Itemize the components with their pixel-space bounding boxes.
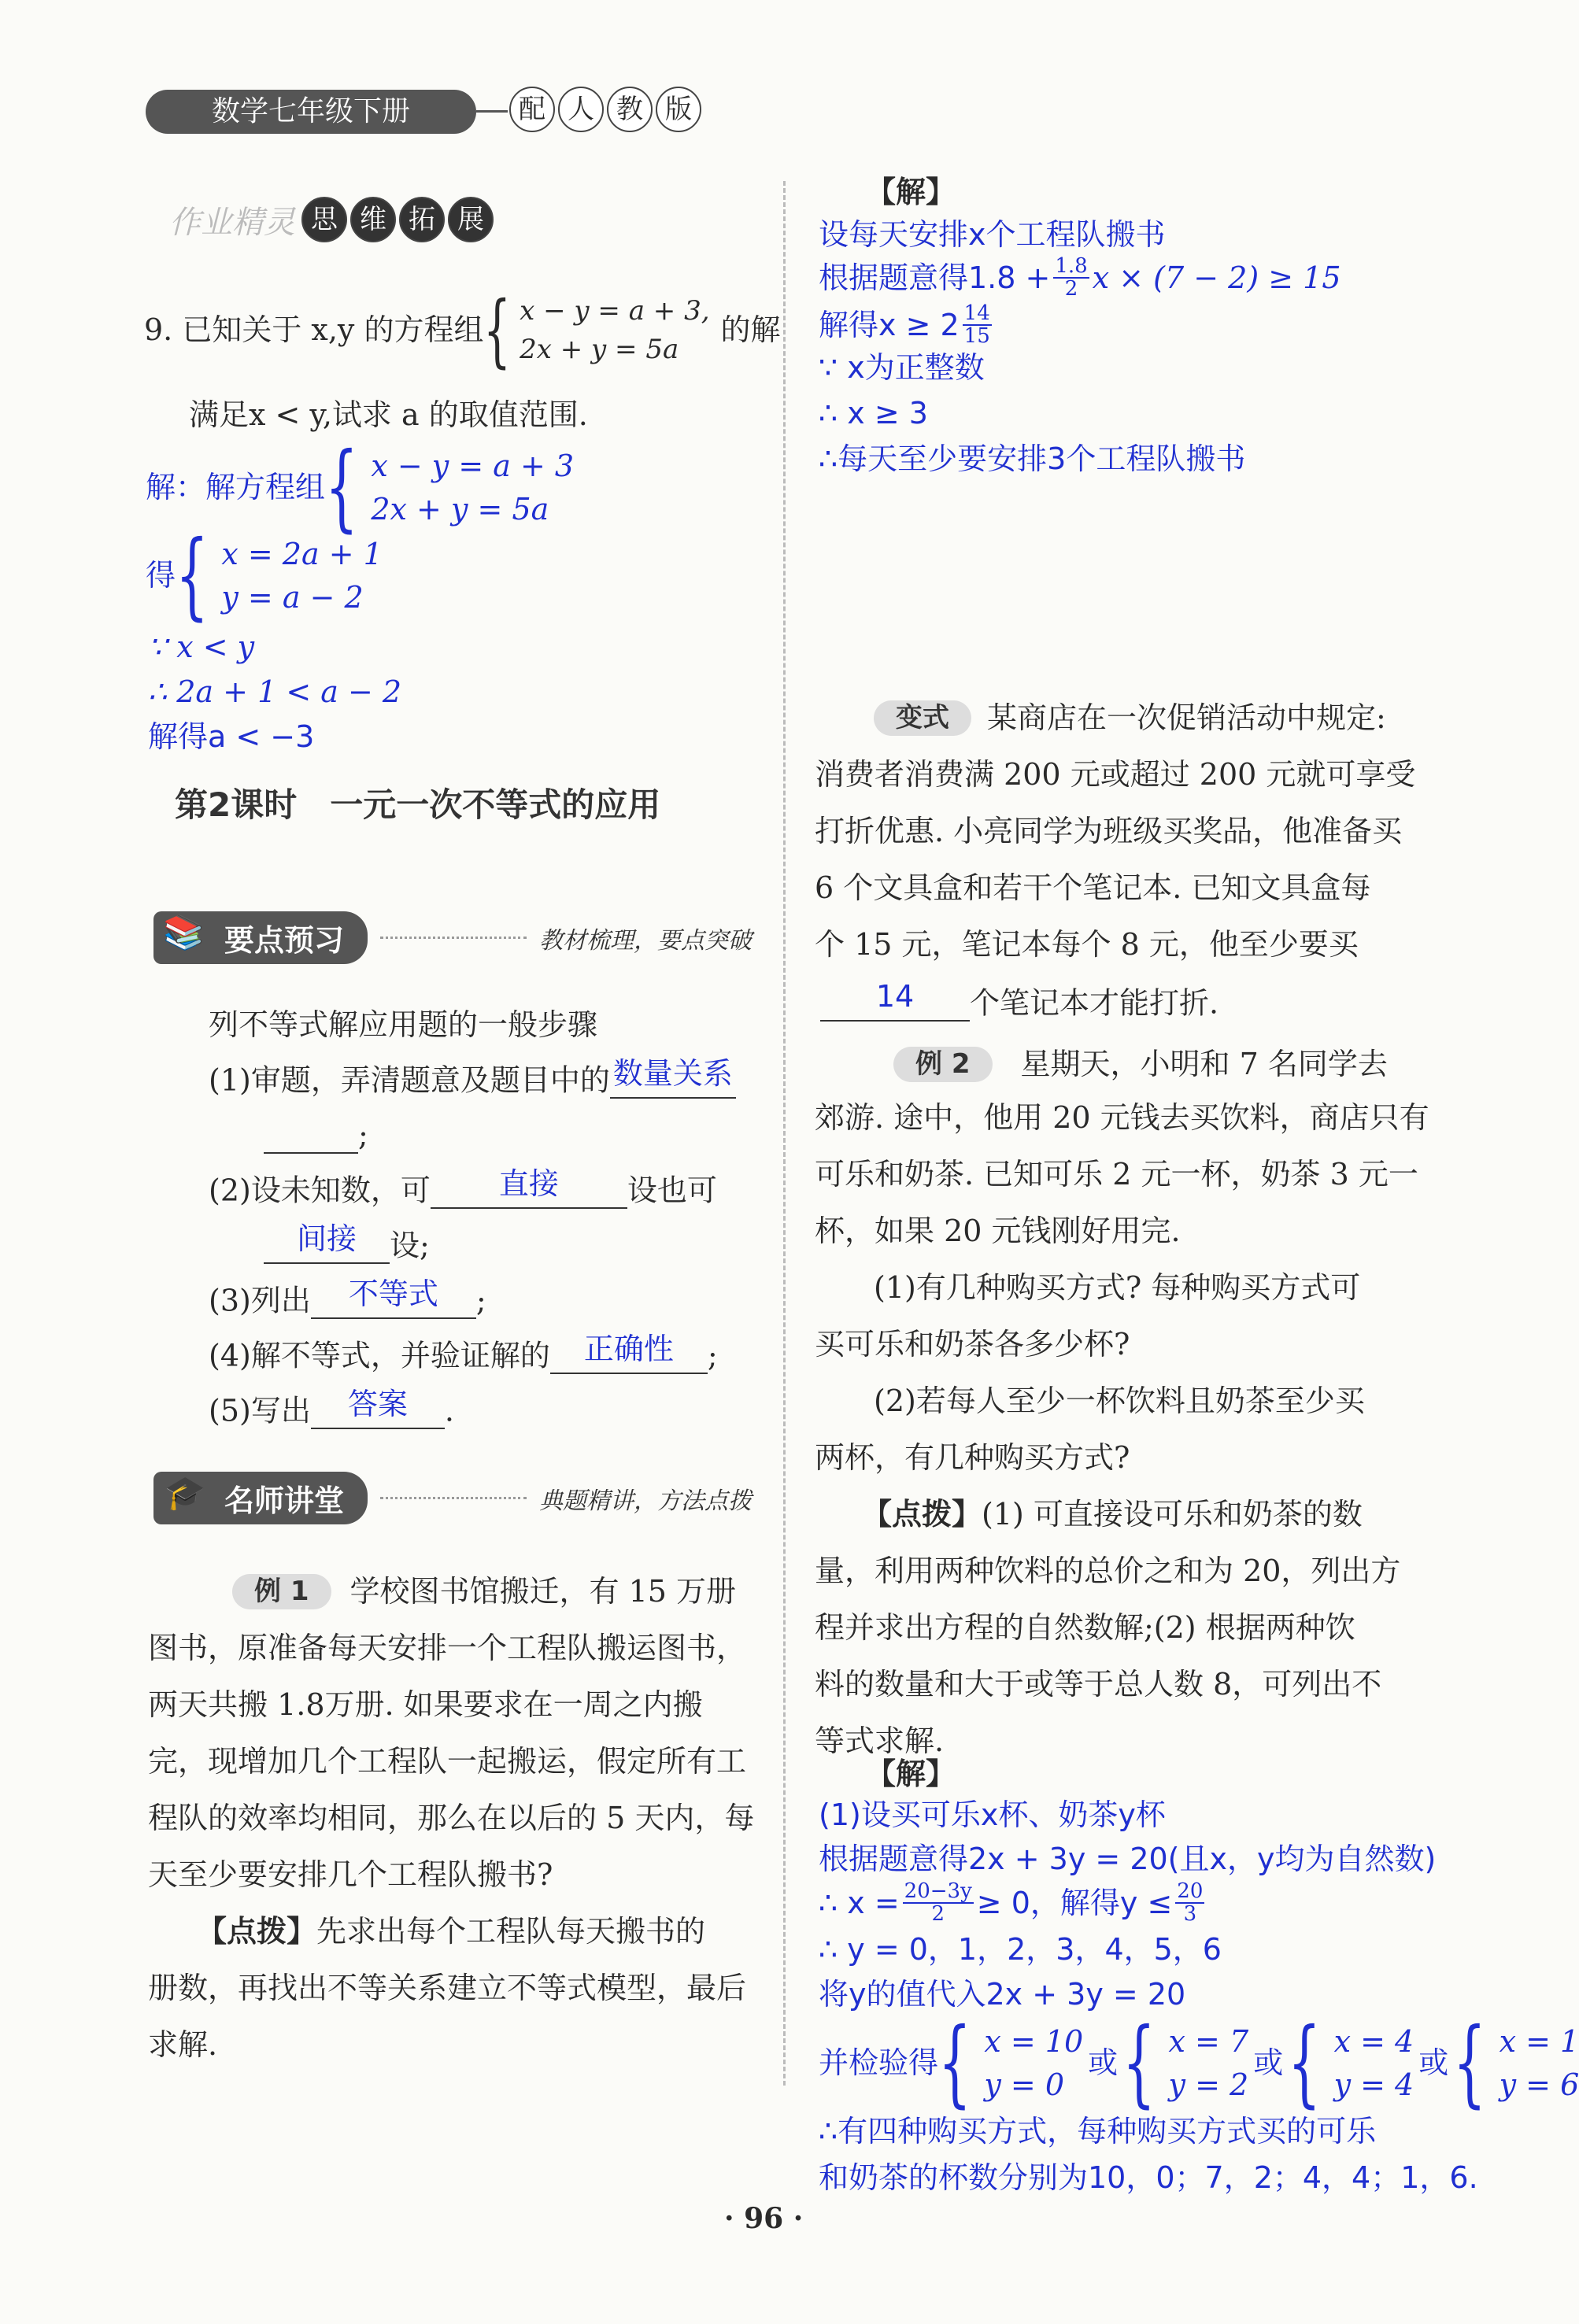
system-brace: { — [938, 2008, 972, 2118]
ex2-sol-label: 【解】 — [866, 1757, 956, 1791]
ex1-line: 两天共搬 1.8万册. 如果要求在一周之内搬 — [148, 1687, 703, 1722]
edition-char: 配 — [509, 87, 555, 132]
step-text: . — [444, 1393, 454, 1428]
math-text: ≥ 0，解得y ≤ — [976, 1885, 1173, 1920]
ex2-q2: (2)若每人至少一杯饮料且奶茶至少买 — [874, 1384, 1365, 1418]
step-text: ; — [707, 1338, 718, 1373]
q9-res-line: x = 2a + 1 — [221, 536, 383, 571]
ex2-line: 郊游. 途中，他用 20 元钱去买饮料，商店只有 — [815, 1100, 1429, 1135]
preview-step-1-cont — [264, 1118, 368, 1154]
or-text: 或 — [1253, 2045, 1284, 2081]
variant-text: 某商店在一次促销活动中规定: — [987, 700, 1386, 735]
denominator: 15 — [963, 324, 990, 349]
ex2-q2: 两杯，有几种购买方式? — [815, 1440, 1130, 1475]
answer-text: 不等式 — [348, 1277, 438, 1312]
ex2-sol-line: ∴ y = 0，1，2，3，4，5，6 — [819, 1932, 1222, 1967]
ex1-line: 图书，原准备每天安排一个工程队搬运图书， — [148, 1631, 747, 1665]
fraction — [903, 1881, 974, 1926]
ex1-sol-line — [819, 303, 995, 348]
book-title: 数学七年级下册 — [146, 90, 476, 134]
ex1-hint-line: 册数，再找出不等关系建立不等式模型，最后 — [148, 1971, 747, 2005]
graduation-cap-icon: 🎓 — [165, 1473, 206, 1512]
math-text: 根据题意得1.8 + — [819, 260, 1051, 295]
watermark-logo: 作业精灵 — [169, 204, 295, 241]
q9-sol-label: 解：解方程组 — [146, 470, 326, 505]
ex2-line: 杯，如果 20 元钱刚好用完. — [815, 1214, 1181, 1248]
variant-line — [874, 700, 1386, 737]
answer-text: 正确性 — [583, 1332, 674, 1367]
solution-pair — [1169, 2020, 1249, 2107]
badge-char: 思 — [301, 197, 347, 242]
q9-step: ∵ x < y — [148, 630, 255, 664]
column-divider — [783, 181, 786, 2086]
q9-res-line: y = a − 2 — [221, 580, 364, 615]
ex1-text: 学校图书馆搬迁，有 15 万册 — [349, 1574, 737, 1609]
system-brace: { — [1122, 2008, 1156, 2118]
q9-get: 得 — [146, 558, 176, 593]
q9-step: 解得a < −3 — [148, 719, 315, 754]
preview-step-5 — [209, 1387, 454, 1429]
variant-text: 个笔记本才能打折. — [970, 985, 1219, 1021]
ex2-sol-line — [819, 1881, 1207, 1926]
q9-line2: 满足x < y,试求 a 的取值范围. — [189, 397, 588, 432]
q9-solution-head — [146, 433, 575, 542]
ex2-sol-line: 根据题意得2x + 3y = 20(且x，y均为自然数) — [819, 1842, 1437, 1876]
q9-sol-sys-line: x − y = a + 3 — [371, 448, 575, 483]
ex1-sol-line: 设每天安排x个工程队搬书 — [819, 217, 1166, 252]
pair-line: y = 4 — [1333, 2067, 1414, 2102]
q9-res-system — [221, 533, 382, 619]
q9-sol-sys-line: 2x + y = 5a — [371, 492, 549, 527]
variant-line: 打折优惠. 小亮同学为班级买奖品，他准备买 — [815, 814, 1403, 848]
q9-sys-line: 2x + y = 5a — [520, 334, 679, 365]
q9-brace: { — [483, 284, 512, 376]
denominator: 2 — [931, 1902, 945, 1927]
ex2-line — [893, 1047, 1388, 1083]
ex1-sol-label: 【解】 — [866, 175, 956, 209]
denominator: 2 — [1064, 277, 1078, 301]
fraction — [1053, 256, 1089, 301]
q9-suffix: 的解 — [720, 312, 781, 348]
denominator: 3 — [1183, 1902, 1197, 1927]
math-text: 解得x ≥ 2 — [819, 307, 960, 342]
math-text: x × (7 − 2) ≥ 15 — [1092, 260, 1341, 295]
answer-text: 答案 — [347, 1387, 408, 1422]
math-text: 并检验得 — [819, 2045, 939, 2081]
ex2-sol-line: ∴有四种购买方式，每种购买方式买的可乐 — [819, 2114, 1377, 2148]
step-text: 设也可 — [627, 1173, 717, 1208]
think-section-header — [169, 197, 497, 242]
step-text: (1)审题，弄清题意及题目中的 — [209, 1062, 610, 1098]
pair-line: x = 4 — [1333, 2023, 1414, 2059]
ex1-sol-line: ∵ x为正整数 — [819, 350, 985, 385]
edition-char: 人 — [558, 87, 604, 132]
fraction — [963, 303, 992, 348]
page-number: · 96 · — [724, 2202, 804, 2235]
teacher-badge — [153, 1472, 368, 1524]
ex2-hint — [862, 1497, 1363, 1533]
preview-step-1 — [209, 1056, 736, 1099]
preview-step-2-cont — [264, 1221, 430, 1264]
answer-blank — [311, 1277, 476, 1319]
ex2-hint-line: 等式求解. — [815, 1724, 945, 1758]
step-text: ; — [475, 1283, 486, 1318]
ex1-hint — [197, 1914, 705, 1950]
badge-char: 展 — [448, 197, 494, 242]
preview-subtitle: 教材梳理，要点突破 — [539, 926, 752, 955]
variant-line: 个 15 元，笔记本每个 8 元，他至少要买 — [815, 927, 1359, 962]
step-text: (2)设未知数，可 — [209, 1173, 431, 1208]
answer-text: 直接 — [498, 1166, 559, 1202]
answer-text: 间接 — [296, 1221, 357, 1257]
step-text: ; — [358, 1118, 368, 1152]
answer-text: 14 — [875, 979, 915, 1014]
ex1-sol-line — [819, 256, 1341, 301]
ex1-label: 例 1 — [232, 1574, 331, 1609]
answer-blank — [431, 1166, 627, 1209]
ex2-sol-line: 将y的值代入2x + 3y = 20 — [819, 1977, 1186, 2012]
ex2-sol-systems — [819, 2008, 1579, 2118]
ex1-sol-line: ∴ x ≥ 3 — [819, 396, 928, 430]
badge-char: 拓 — [399, 197, 445, 242]
preview-step-3 — [209, 1277, 486, 1319]
fraction — [1175, 1881, 1204, 1926]
preview-badge-label: 要点预习 — [224, 923, 345, 958]
math-text: ∴ x = — [819, 1885, 900, 1920]
teacher-subtitle: 典题精讲，方法点拨 — [539, 1487, 752, 1515]
pair-line: y = 6 — [1499, 2067, 1579, 2102]
ex2-hint-line: 料的数量和大于或等于总人数 8，可列出不 — [815, 1667, 1382, 1701]
edition-char: 版 — [656, 87, 701, 132]
preview-rule — [380, 937, 527, 939]
variant-line: 6 个文具盒和若干个笔记本. 已知文具盒每 — [815, 870, 1371, 905]
step-text: (4)解不等式，并验证解的 — [209, 1338, 550, 1373]
variant-label: 变式 — [874, 700, 971, 736]
teacher-badge-label: 名师讲堂 — [224, 1483, 345, 1518]
pair-line: x = 1 — [1499, 2023, 1579, 2059]
ex1-line — [232, 1574, 736, 1610]
variant-line — [820, 979, 1219, 1022]
ex2-line: 可乐和奶茶. 已知可乐 2 元一杯，奶茶 3 元一 — [815, 1157, 1418, 1192]
ex1-hint-line: 求解. — [148, 2027, 218, 2062]
or-text: 或 — [1418, 2045, 1449, 2081]
numerator: 14 — [963, 301, 990, 325]
preview-intro: 列不等式解应用题的一般步骤 — [209, 1007, 598, 1042]
system-brace: { — [1288, 2008, 1322, 2118]
answer-blank — [550, 1332, 708, 1374]
hint-label: 【点拨】 — [862, 1497, 982, 1531]
preview-badge — [153, 911, 368, 964]
answer-blank — [264, 1124, 358, 1154]
q9-sol-system — [371, 445, 574, 531]
hint-label: 【点拨】 — [197, 1914, 317, 1949]
q9-step: ∴ 2a + 1 < a − 2 — [148, 674, 402, 709]
books-icon: 📚 — [163, 913, 205, 951]
header — [146, 79, 720, 142]
hint-text: (1) 可直接设可乐和奶茶的数 — [982, 1497, 1363, 1531]
q9-sys-line: x − y = a + 3, — [520, 294, 710, 327]
variant-line: 消费者消费满 200 元或超过 200 元就可享受 — [815, 757, 1416, 792]
ex2-label: 例 2 — [893, 1047, 993, 1082]
q9-res-brace: { — [176, 521, 209, 630]
q9-system — [520, 292, 709, 370]
hint-text: 先求出每个工程队每天搬书的 — [316, 1914, 706, 1949]
edition-char: 教 — [607, 87, 653, 132]
ex2-text: 星期天，小明和 7 名同学去 — [1020, 1047, 1388, 1081]
q9-result — [146, 521, 383, 630]
teacher-rule — [380, 1497, 527, 1499]
header-connector — [476, 110, 508, 113]
step-text: (3)列出 — [209, 1283, 311, 1318]
numerator: 20 — [1177, 1879, 1204, 1903]
ex1-sol-line: ∴每天至少要安排3个工程队搬书 — [819, 442, 1246, 476]
preview-header — [153, 911, 752, 964]
badge-char: 维 — [350, 197, 396, 242]
pair-line: y = 2 — [1168, 2067, 1249, 2102]
ex1-line: 完，现增加几个工程队一起搬运，假定所有工 — [148, 1744, 747, 1779]
ex2-sol-line: (1)设买可乐x杯、奶茶y杯 — [819, 1797, 1166, 1832]
q9-sol-brace: { — [325, 433, 359, 542]
ex1-line: 程队的效率均相同，那么在以后的 5 天内，每 — [148, 1801, 755, 1835]
teacher-header — [153, 1472, 752, 1524]
q9-statement — [144, 284, 781, 376]
solution-pair — [1334, 2020, 1414, 2107]
pair-line: x = 10 — [984, 2023, 1084, 2059]
answer-text: 数量关系 — [612, 1056, 733, 1092]
or-text: 或 — [1088, 2045, 1119, 2081]
pair-line: y = 0 — [984, 2067, 1065, 2102]
ex2-q1: (1)有几种购买方式? 每种购买方式可 — [874, 1270, 1361, 1305]
ex1-line: 天至少要安排几个工程队搬书? — [148, 1857, 553, 1892]
lesson-title: 第2课时 一元一次不等式的应用 — [175, 785, 661, 824]
numerator: 1.8 — [1055, 254, 1088, 278]
system-brace: { — [1453, 2008, 1487, 2118]
ex2-sol-line: 和奶茶的杯数分别为10，0；7，2；4，4；1，6. — [819, 2160, 1478, 2195]
q9-prefix: 9. 已知关于 x,y 的方程组 — [144, 312, 484, 348]
pair-line: x = 7 — [1168, 2023, 1249, 2059]
answer-blank — [311, 1387, 445, 1429]
numerator: 20−3y — [904, 1879, 972, 1903]
step-text: (5)写出 — [209, 1393, 311, 1428]
ex2-hint-line: 程并求出方程的自然数解;(2) 根据两种饮 — [815, 1610, 1355, 1645]
preview-step-2 — [209, 1166, 717, 1209]
solution-pair — [984, 2020, 1083, 2107]
ex2-q1: 买可乐和奶茶各多少杯? — [815, 1327, 1130, 1362]
answer-blank — [820, 979, 970, 1022]
edition-badges — [509, 87, 704, 132]
step-text: 设; — [390, 1228, 430, 1263]
preview-step-4 — [209, 1332, 718, 1374]
answer-blank — [264, 1221, 390, 1264]
ex2-hint-line: 量，利用两种饮料的总价之和为 20，列出方 — [815, 1554, 1401, 1588]
answer-blank — [610, 1056, 736, 1099]
solution-pair — [1499, 2020, 1579, 2107]
